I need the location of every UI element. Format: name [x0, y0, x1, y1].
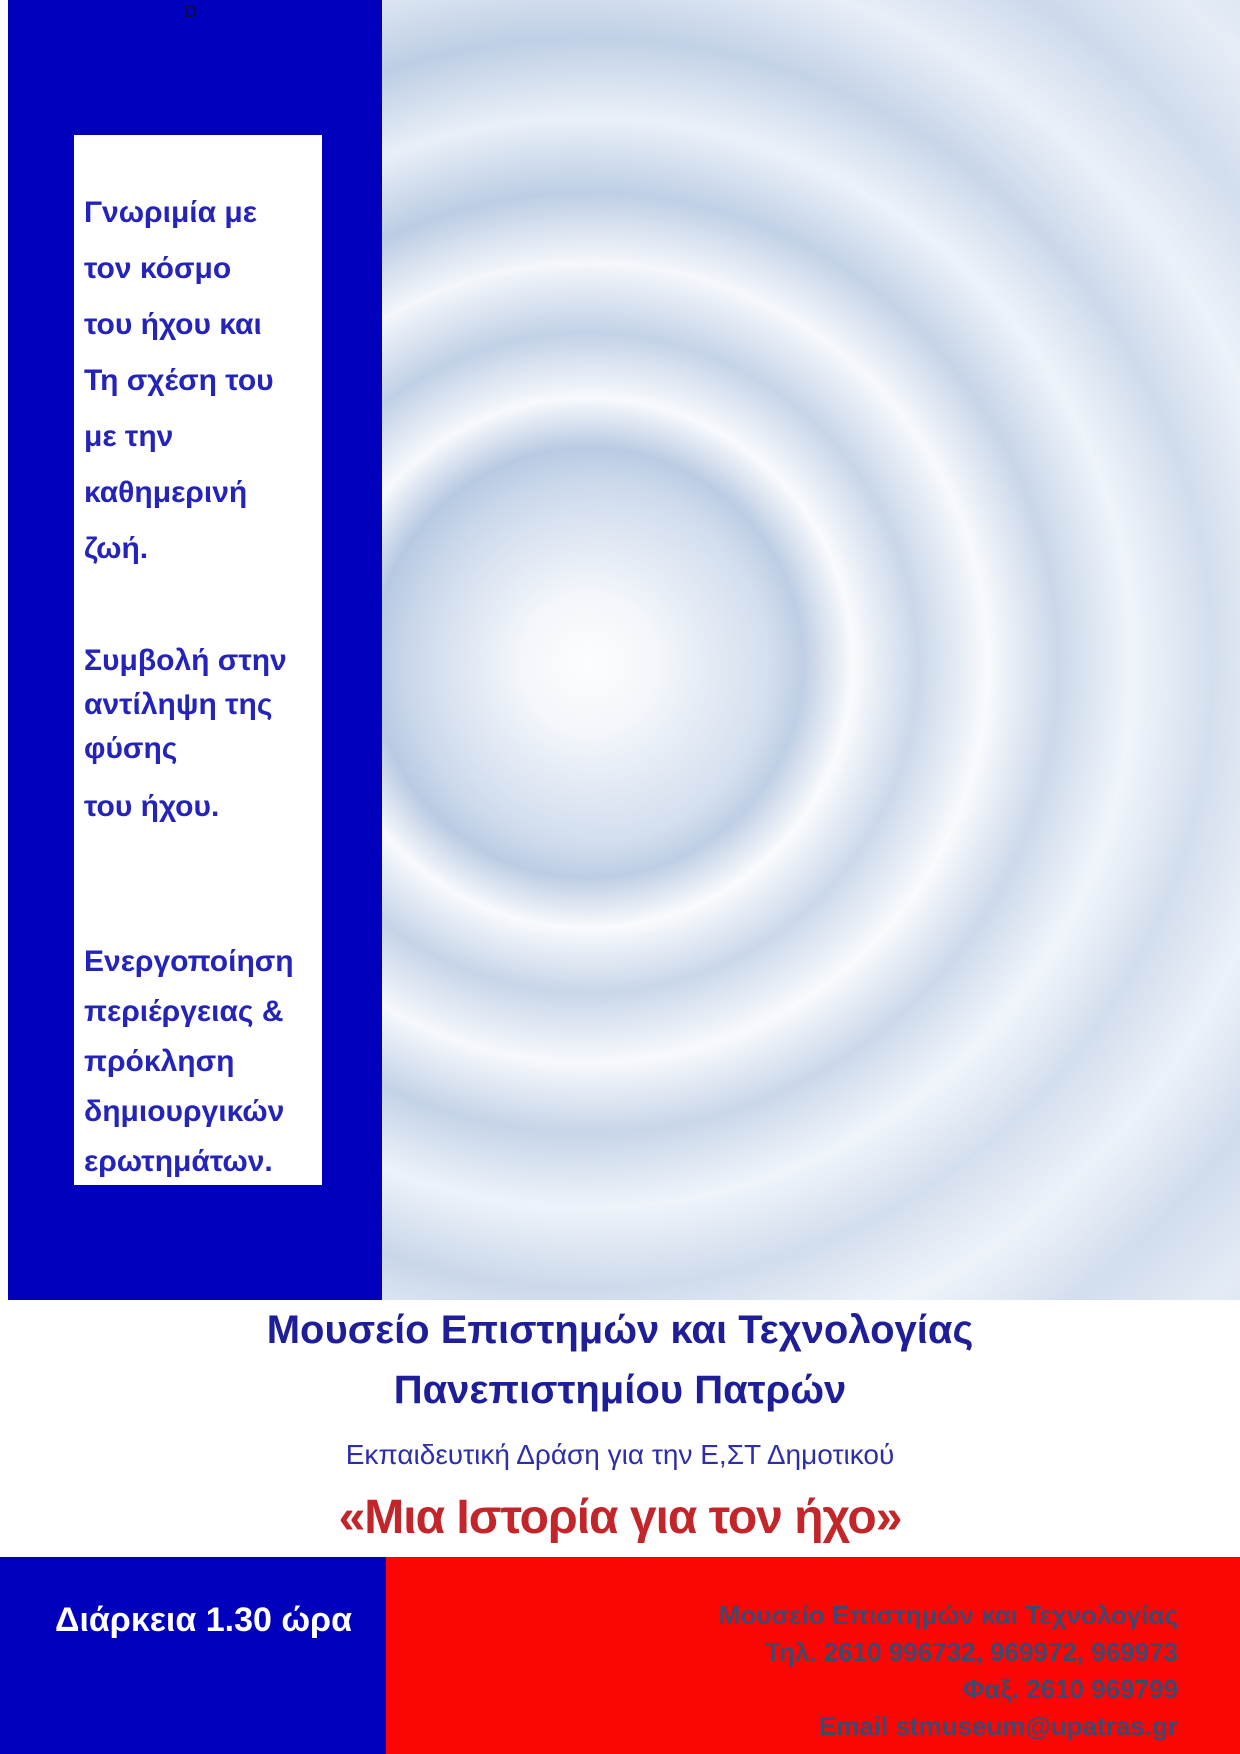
- intro-line: πρόκληση: [84, 1045, 235, 1078]
- left-edge-spacer: [0, 0, 8, 1300]
- intro-line: Γνωριμία με: [84, 196, 258, 229]
- intro-line: περιέργειας &: [84, 995, 284, 1028]
- intro-line: Ενεργοποίηση: [84, 945, 294, 978]
- contact-email: Email stmuseum@upatras.gr: [818, 1711, 1178, 1741]
- duration-panel: [0, 1557, 386, 1754]
- water-ripple-image: [382, 0, 1240, 1300]
- event-title: «Μια Ιστορία για τον ήχο»: [338, 1491, 902, 1544]
- intro-paragraph-2: [84, 639, 314, 829]
- intro-line: δημιουργικών: [84, 1095, 285, 1128]
- intro-line: τον κόσμο: [84, 252, 232, 285]
- contact-museum-name: Μουσείο Επιστημών και Τεχνολογίας: [718, 1600, 1178, 1630]
- intro-line: καθημερινή: [84, 476, 248, 509]
- left-blue-column: [8, 0, 382, 1300]
- intro-line: φύσης: [84, 732, 178, 765]
- museum-title-line2: Πανεπιστημίου Πατρών: [393, 1368, 847, 1412]
- contact-phone: Τηλ. 2610 996732, 969972, 969973: [765, 1637, 1178, 1667]
- duration-text: Διάρκεια 1.30 ώρα: [55, 1601, 352, 1639]
- intro-paragraph-3: [84, 937, 314, 1187]
- intro-line: αντίληψη της: [84, 688, 273, 721]
- bottom-band: [0, 1557, 1240, 1754]
- title-section: [0, 1300, 1240, 1557]
- intro-paragraph-1: [84, 185, 314, 577]
- contact-fax: Φαξ. 2610 969799: [962, 1674, 1178, 1704]
- museum-title-line1: Μουσείο Επιστημών και Τεχνολογίας: [266, 1308, 974, 1352]
- intro-line: ζωή.: [84, 532, 149, 565]
- intro-line: του ήχου και: [84, 308, 262, 341]
- stray-character: D: [185, 2, 198, 21]
- intro-line: Τη σχέση του: [84, 364, 274, 397]
- education-action-subtitle: Εκπαιδευτική Δράση για την Ε,ΣΤ Δημοτικού: [345, 1439, 895, 1470]
- intro-line: ερωτημάτων.: [84, 1145, 273, 1178]
- contact-panel: [386, 1557, 1240, 1754]
- intro-line: του ήχου.: [84, 790, 220, 823]
- intro-line: Συμβολή στην: [84, 644, 287, 677]
- intro-line: με την: [84, 420, 174, 453]
- intro-text-box: [74, 135, 322, 1185]
